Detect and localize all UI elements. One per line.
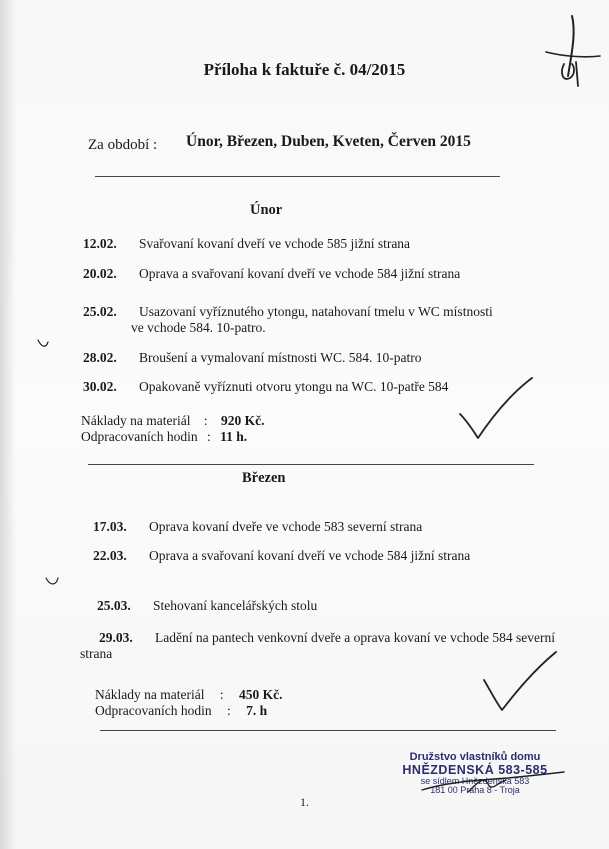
item-date: 29.03. bbox=[99, 630, 133, 645]
stamp-line-2: HNĚZDENSKÁ 583-585 bbox=[402, 762, 548, 777]
scan-mark bbox=[36, 336, 50, 350]
stamp-line-3: se sídlem Hnězdenská 583 bbox=[420, 775, 530, 786]
list-item bbox=[83, 379, 448, 395]
hours-value: 11 h. bbox=[220, 429, 248, 444]
list-item bbox=[97, 598, 317, 614]
divider-line bbox=[88, 464, 534, 465]
item-date: 25.03. bbox=[97, 598, 131, 613]
material-cost-sep: : bbox=[203, 413, 208, 428]
page-edge-shadow bbox=[0, 0, 16, 849]
stamp-signature bbox=[418, 762, 568, 798]
item-text: Ladění na pantech venkovní dveře a oprava kovaní ve vchode 584 severní bbox=[155, 630, 555, 645]
period-value: Únor, Březen, Duben, Kveten, Červen 2015 bbox=[186, 133, 471, 150]
item-continuation: ve vchode 584. 10-patro. bbox=[131, 320, 266, 335]
hours-sep: : bbox=[226, 703, 231, 718]
item-date: 30.02. bbox=[83, 379, 117, 394]
hours-sep: : bbox=[206, 429, 211, 444]
stamp-line-1: Družstvo vlastníků domu bbox=[409, 751, 541, 763]
item-text: Opakovaně vyříznuti otvoru ytongu na WC. 10-patře 584 bbox=[139, 379, 449, 394]
hours-line bbox=[95, 703, 267, 719]
item-text: Stehovaní kancelářských stolu bbox=[153, 598, 318, 613]
item-date: 12.02. bbox=[83, 236, 117, 251]
period-label: Za období : bbox=[88, 137, 158, 153]
item-text: Svařovaní kovaní dveří ve vchode 585 jižní strana bbox=[139, 236, 411, 251]
document-title: Příloha k faktuře č. 04/2015 bbox=[203, 60, 406, 79]
checkmark bbox=[456, 374, 536, 444]
list-item bbox=[83, 304, 493, 320]
hours-line bbox=[81, 429, 247, 445]
checkmark bbox=[480, 650, 560, 714]
item-text: Usazovaní vyříznutého ytongu, natahovaní tmelu v WC místnosti bbox=[139, 304, 493, 319]
material-cost-value: 920 Kč. bbox=[220, 413, 265, 428]
list-item bbox=[83, 236, 410, 252]
item-text: Oprava a svařovaní kovaní dveří ve vchode 584 jižní strana bbox=[149, 548, 471, 563]
list-item bbox=[83, 266, 460, 282]
scan-mark bbox=[44, 574, 60, 588]
material-cost-sep: : bbox=[219, 687, 224, 702]
item-date: 25.02. bbox=[83, 304, 117, 319]
material-cost-line bbox=[81, 413, 264, 429]
initials-signature bbox=[542, 12, 602, 92]
item-text: Oprava a svařovaní kovaní dveří ve vchode 584 jižní strana bbox=[139, 266, 461, 281]
item-date: 20.02. bbox=[83, 266, 117, 281]
material-cost-label: Náklady na materiál bbox=[95, 687, 205, 702]
stamp-line-4: 181 00 Praha 8 - Troja bbox=[430, 785, 520, 796]
hours-label: Odpracovaních hodin bbox=[95, 703, 212, 718]
divider-line bbox=[95, 176, 500, 177]
list-item bbox=[93, 548, 470, 564]
list-item bbox=[93, 519, 422, 535]
hours-value: 7. h bbox=[246, 703, 268, 718]
page-number: 1. bbox=[300, 795, 309, 809]
item-text: Broušení a vymalovaní místnosti WC. 584. 10-patro bbox=[139, 350, 422, 365]
item-date: 17.03. bbox=[93, 519, 127, 534]
section-heading-brezen: Březen bbox=[242, 470, 286, 486]
item-text: Oprava kovaní dveře ve vchode 583 severní strana bbox=[149, 519, 423, 534]
material-cost-line bbox=[95, 687, 282, 703]
material-cost-label: Náklady na materiál bbox=[81, 413, 191, 428]
list-item bbox=[99, 630, 555, 646]
item-continuation: strana bbox=[80, 646, 113, 661]
section-heading-unor: Únor bbox=[250, 202, 283, 218]
item-date: 22.03. bbox=[93, 548, 127, 563]
list-item bbox=[83, 350, 421, 366]
hours-label: Odpracovaních hodin bbox=[81, 429, 198, 444]
material-cost-value: 450 Kč. bbox=[238, 687, 283, 702]
divider-line bbox=[100, 730, 556, 731]
item-date: 28.02. bbox=[83, 350, 117, 365]
